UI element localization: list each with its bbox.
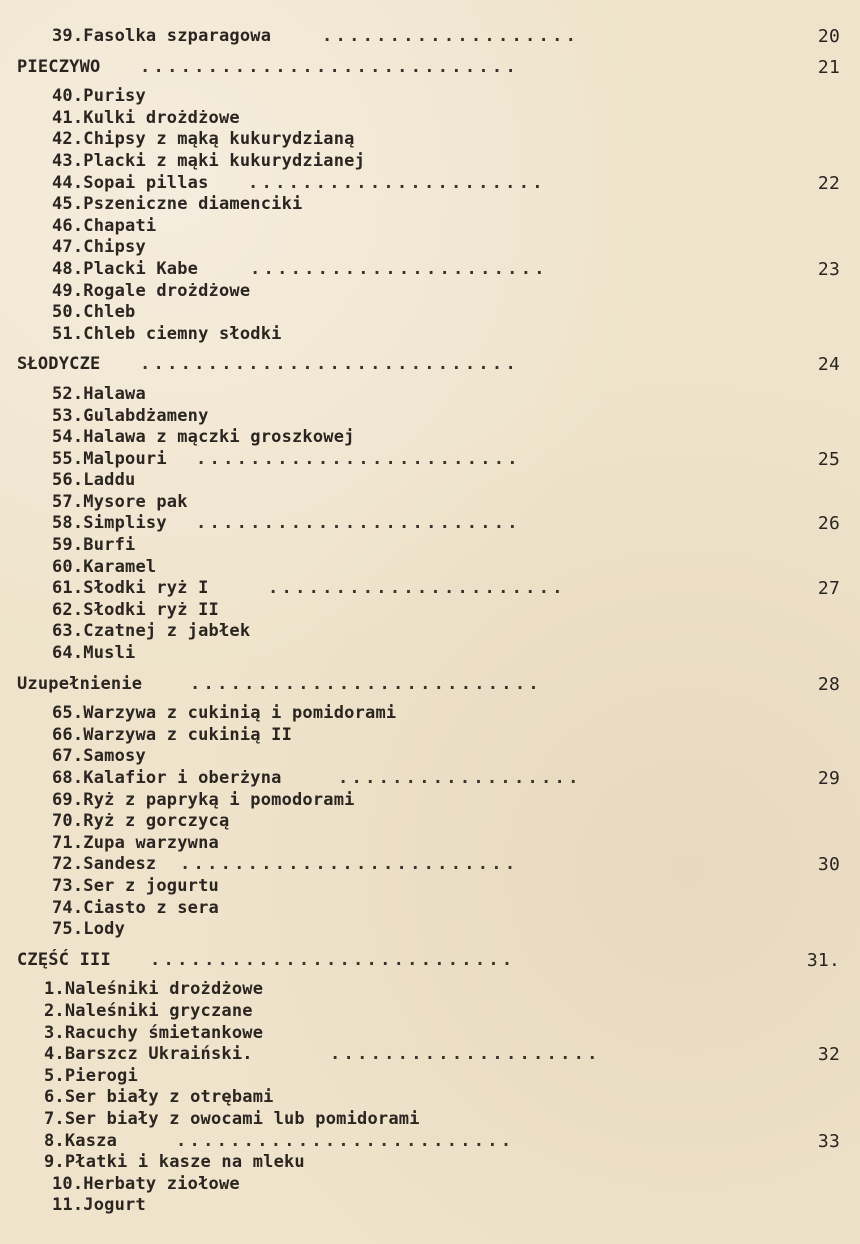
toc-entry (0, 470, 860, 492)
section-title: PIECZYWO (17, 56, 101, 77)
entry-title: 3.Racuchy śmietankowe (44, 1022, 264, 1043)
page-number: 23 (817, 258, 840, 280)
entry-title: 45.Pszeniczne diamenciki (52, 194, 303, 215)
entry-title: 50.Chleb (52, 302, 136, 323)
toc-entry (0, 1066, 860, 1088)
toc-entry (0, 703, 860, 725)
page-number: 33 (817, 1130, 840, 1152)
toc-entry (0, 578, 860, 600)
toc-entry (0, 129, 860, 151)
entry-title: 73.Ser z jogurtu (52, 875, 219, 896)
toc-entry (0, 1044, 860, 1066)
entry-title: 48.Placki Kabe (52, 258, 199, 279)
entry-title: 70.Ryż z gorczycą (52, 811, 230, 832)
entry-title: 39.Fasolka szparagowa (52, 26, 272, 46)
dot-leader: ............................ (140, 354, 519, 375)
entry-title: 2.Naleśniki gryczane (44, 1000, 253, 1021)
dot-leader: ................... (322, 26, 580, 46)
page-number: 32 (817, 1044, 840, 1066)
toc-entry (0, 979, 860, 1001)
toc-entry (0, 854, 860, 876)
toc-entry (0, 1174, 860, 1196)
entry-title: 5.Pierogi (44, 1065, 138, 1086)
toc-entry (0, 449, 860, 471)
page-number: 27 (817, 578, 840, 600)
toc-entry (0, 557, 860, 579)
dot-leader: .......................... (190, 673, 542, 694)
toc-entry (0, 1109, 860, 1131)
entry-title: 64.Musli (52, 643, 136, 664)
dot-leader: ............................ (140, 56, 519, 77)
entry-title: 44.Sopai pillas (52, 172, 209, 193)
entry-title: 74.Ciasto z sera (52, 897, 219, 918)
entry-title: 51.Chleb ciemny słodki (52, 323, 282, 344)
dot-leader: ......................... (180, 854, 519, 875)
toc-entry (0, 406, 860, 428)
toc-entry (0, 216, 860, 238)
toc-entry (0, 768, 860, 790)
toc-entry (0, 281, 860, 303)
entry-title: 62.Słodki ryż II (52, 599, 219, 620)
page-number: 31. (806, 949, 840, 971)
entry-title: 72.Sandesz (52, 854, 157, 875)
toc-section-heading (0, 950, 860, 972)
section-title: Uzupełnienie (17, 673, 143, 694)
entry-title: 42.Chipsy z mąką kukurydzianą (52, 129, 355, 150)
entry-title: 69.Ryż z papryką i pomodorami (52, 789, 355, 810)
dot-leader: ......................... (176, 1130, 515, 1151)
entry-title: 46.Chapati (52, 215, 157, 236)
toc-entry (0, 173, 860, 195)
toc-entry (0, 384, 860, 406)
toc-entry (0, 427, 860, 449)
entry-title: 59.Burfi (52, 535, 136, 556)
entry-title: 9.Płatki i kasze na mleku (44, 1152, 305, 1173)
toc-entry (0, 643, 860, 665)
toc-entry (0, 26, 860, 48)
page-number: 30 (817, 854, 840, 876)
toc-entry (0, 1023, 860, 1045)
dot-leader: ...................... (268, 578, 566, 599)
page-number: 22 (817, 172, 840, 194)
page-number: 21 (817, 56, 840, 78)
toc-entry (0, 833, 860, 855)
dot-leader: .................... (330, 1044, 601, 1065)
toc-entry (0, 1087, 860, 1109)
toc-entry (0, 621, 860, 643)
toc-entry (0, 1195, 860, 1217)
toc-entry (0, 790, 860, 812)
entry-title: 75.Lody (52, 919, 126, 940)
entry-title: 56.Laddu (52, 470, 136, 491)
entry-title: 68.Kalafior i oberżyna (52, 768, 282, 788)
entry-title: 41.Kulki drożdżowe (52, 107, 240, 128)
toc-entry (0, 746, 860, 768)
toc-entry (0, 513, 860, 535)
dot-leader: ........................... (150, 949, 516, 970)
section-title: CZĘŚĆ III (17, 949, 111, 970)
toc-entry (0, 535, 860, 557)
dot-leader: ...................... (248, 172, 546, 193)
entry-title: 66.Warzywa z cukinią II (52, 724, 293, 745)
toc-entry (0, 194, 860, 216)
dot-leader: ........................ (196, 448, 521, 469)
toc-entry (0, 898, 860, 920)
entry-title: 54.Halawa z mączki groszkowej (52, 427, 355, 448)
entry-title: 63.Czatnej z jabłek (52, 621, 251, 642)
toc-entry (0, 1152, 860, 1174)
entry-title: 49.Rogale drożdżowe (52, 280, 251, 301)
entry-title: 4.Barszcz Ukraiński. (44, 1044, 253, 1065)
toc-entry (0, 151, 860, 173)
entry-title: 58.Simplisy (52, 513, 167, 534)
toc-section-heading (0, 354, 860, 376)
toc-entry (0, 876, 860, 898)
toc-entry (0, 919, 860, 941)
toc-entry (0, 237, 860, 259)
entry-title: 40.Purisy (52, 86, 146, 107)
entry-title: 53.Gulabdżameny (52, 405, 209, 426)
entry-title: 10.Herbaty ziołowe (52, 1173, 240, 1194)
entry-title: 1.Naleśniki drożdżowe (44, 979, 264, 1000)
toc-section-heading (0, 57, 860, 79)
entry-title: 61.Słodki ryż I (52, 578, 209, 599)
section-title: SŁODYCZE (17, 354, 101, 375)
toc-entry (0, 324, 860, 346)
page-number: 25 (817, 448, 840, 470)
toc-entry (0, 600, 860, 622)
toc-entry (0, 108, 860, 130)
dot-leader: ...................... (250, 258, 548, 279)
entry-title: 57.Mysore pak (52, 491, 188, 512)
toc-entry (0, 1131, 860, 1153)
page-number: 24 (817, 354, 840, 376)
page-number: 28 (817, 673, 840, 695)
page-number: 29 (817, 768, 840, 789)
toc-entry (0, 492, 860, 514)
dot-leader: .................. (338, 768, 582, 788)
entry-title: 71.Zupa warzywna (52, 832, 219, 853)
page-number: 26 (817, 513, 840, 535)
entry-title: 11.Jogurt (52, 1195, 146, 1216)
entry-title: 67.Samosy (52, 746, 146, 767)
toc-entry (0, 1001, 860, 1023)
page-number: 20 (817, 26, 840, 47)
toc-entry (0, 302, 860, 324)
entry-title: 60.Karamel (52, 556, 157, 577)
entry-title: 47.Chipsy (52, 237, 146, 258)
toc-section-heading (0, 674, 860, 696)
entry-title: 65.Warzywa z cukinią i pomidorami (52, 703, 397, 724)
toc-entry (0, 811, 860, 833)
entry-title: 52.Halawa (52, 383, 146, 404)
entry-title: 8.Kasza (44, 1130, 118, 1151)
toc-entry (0, 86, 860, 108)
entry-title: 6.Ser biały z otrębami (44, 1087, 274, 1108)
entry-title: 7.Ser biały z owocami lub pomidorami (44, 1108, 420, 1129)
entry-title: 55.Malpouri (52, 448, 167, 469)
toc-entry (0, 725, 860, 747)
entry-title: 43.Placki z mąki kukurydzianej (52, 150, 366, 171)
toc-entry (0, 259, 860, 281)
dot-leader: ........................ (196, 513, 521, 534)
